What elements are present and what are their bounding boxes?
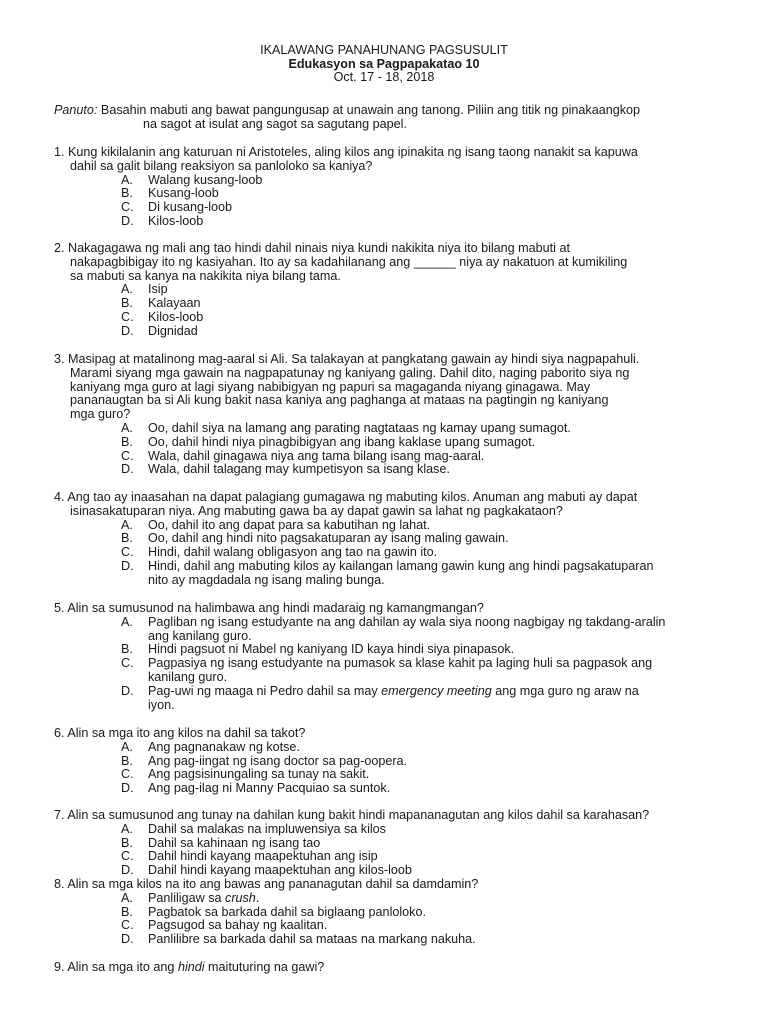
subject-title: Edukasyon sa Pagpapakatao 10 (288, 56, 480, 71)
question-text-cont: mga guro? (70, 407, 131, 422)
option-c: C. Kilos-loob (121, 309, 204, 324)
option-b: B. Ang pag-iingat ng isang doctor sa pag-oopera. (121, 753, 408, 768)
question-text: Alin sa mga kilos na ito ang bawas ang pananagutan dahil sa damdamin? (67, 877, 479, 891)
option-d: D. Dahil hindi kayang maapektuhan ang kilos-loob (121, 863, 412, 878)
question-number: 7. (54, 808, 65, 822)
instructions (54, 104, 744, 132)
question-text-cont: Marami siyang mga gawain na nagpapatunay ng kaniyang galing. Dahil dito, naging paborito siya ng (70, 365, 630, 380)
question-text-cont: nakapagbibigay ito ng kasiyahan. Ito ay sa kadahilanang ang ______ niya ay nakatuon at kumikiling (70, 254, 628, 269)
option-a: A. Panliligaw sa crush. (121, 890, 260, 905)
question-number: 2. (54, 241, 65, 255)
option-b: B. Dahil sa kahinaan ng isang tao (121, 835, 321, 850)
option-a: A. Isip (121, 282, 168, 297)
option-d: D. Kilos-loob (121, 213, 204, 228)
question-8 (54, 878, 754, 947)
question-number: 9. (54, 960, 65, 974)
question-6 (54, 727, 754, 796)
question-number: 5. (54, 601, 65, 615)
option-d: D. Panlilibre sa barkada dahil sa mataas na markang nakuha. (121, 932, 476, 947)
exam-title: IKALAWANG PANAHUNANG PAGSUSULIT (260, 43, 508, 57)
question-text: Alin sa mga ito ang hindi maituturing na gawi? (67, 960, 325, 974)
option-b: B. Oo, dahil ang hindi nito pagsakatuparan ay isang maling gawain. (121, 531, 509, 546)
question-3 (54, 353, 754, 477)
option-a: A. Ang pagnanakaw ng kotse. (121, 739, 300, 754)
question-text: Masipag at matalinong mag-aaral si Ali. Sa talakayan at pangkatang gawain ay hindi siya nagpapahuli. (68, 352, 640, 366)
option-a: A. Oo, dahil ito ang dapat para sa kabutihan ng lahat. (121, 517, 431, 532)
question-text: Alin sa mga ito ang kilos na dahil sa takot? (67, 726, 306, 740)
question-number: 8. (54, 877, 65, 891)
question-text: Nakagagawa ng mali ang tao hindi dahil ninais niya kundi nakikita niya ito bilang mabuti at (68, 241, 570, 255)
question-text: Alin sa sumusunod ang tunay na dahilan kung bakit hindi mapananagutan ang kilos dahil sa karahasan? (67, 808, 650, 822)
question-7 (54, 809, 754, 878)
option-b: B. Hindi pagsuot ni Mabel ng kaniyang ID kaya hindi siya pinapasok. (121, 642, 515, 657)
option-c: C. Pagsugod sa bahay ng kaalitan. (121, 918, 328, 933)
option-a: A. Pagliban ng isang estudyante na ang dahilan ay wala siya noong nagbigay ng takdang-aralin ang kanilang guro. (121, 614, 666, 643)
option-c: C. Di kusang-loob (121, 200, 233, 215)
question-2 (54, 242, 754, 339)
option-b: B. Pagbatok sa barkada dahil sa biglaang panloloko. (121, 904, 426, 919)
option-c: C. Pagpasiya ng isang estudyante na pumasok sa klase kahit pa laging huli sa pagpasok ang kanilang guro. (121, 656, 653, 684)
option-b: B. Kusang-loob (121, 186, 219, 201)
option-d: D. Dignidad (121, 323, 198, 338)
question-number: 1. (54, 145, 65, 159)
question-text: Kung kikilalanin ang katuruan ni Aristoteles, aling kilos ang ipinakita ng isang taong nanakit sa kapuwa (68, 145, 638, 159)
question-9 (54, 961, 754, 975)
option-d: D. Ang pag-ilag ni Manny Pacquiao sa suntok. (121, 781, 391, 796)
instructions-label: Panuto: (54, 103, 98, 117)
option-c: C. Wala, dahil ginagawa niya ang tama bilang isang mag-aaral. (121, 448, 485, 463)
option-a: A. Dahil sa malakas na impluwensiya sa kilos (121, 821, 386, 836)
question-text-cont: isinasakatuparan niya. Ang mabuting gawa ba ay dapat gawin sa lahat ng pagkakataon? (70, 503, 563, 518)
question-text: Ang tao ay inaasahan na dapat palagiang gumagawa ng mabuting kilos. Anuman ang mabuti ay dapat (67, 490, 638, 504)
question-5 (54, 602, 754, 712)
instructions-line-2: na sagot at isulat ang sagot sa sagutang papel. (143, 116, 407, 131)
question-number: 4. (54, 490, 65, 504)
question-text: Alin sa sumusunod na halimbawa ang hindi madaraig ng kamangmangan? (67, 601, 484, 615)
question-number: 3. (54, 352, 65, 366)
option-c: C. Dahil hindi kayang maapektuhan ang isip (121, 849, 378, 864)
instructions-line-1: Basahin mabuti ang bawat pangungusap at unawain ang tanong. Piliin ang titik ng pinakaangkop (100, 103, 641, 117)
option-c: C. Ang pagsisinungaling sa tunay na sakit. (121, 767, 370, 782)
option-d: D. Hindi, dahil ang mabuting kilos ay kailangan lamang gawin kung ang hindi pagsakatuparan nito ay magdadala ng isang maling bunga. (121, 558, 654, 587)
option-d: D. Wala, dahil talagang may kumpetisyon sa isang klase. (121, 462, 450, 477)
question-1 (54, 146, 754, 229)
exam-date: Oct. 17 - 18, 2018 (333, 70, 435, 85)
option-b: B. Kalayaan (121, 296, 201, 311)
option-a: A. Oo, dahil siya na lamang ang parating nagtataas ng kamay upang sumagot. (121, 420, 571, 435)
question-text-cont: dahil sa galit bilang reaksiyon sa panloloko sa kaniya? (70, 158, 373, 173)
option-c: C. Hindi, dahil walang obligasyon ang tao na gawin ito. (121, 545, 438, 560)
question-text-cont: kaniyang mga guro at lagi siyang nabibigyan ng papuri sa magaganda niyang ginagawa. May (70, 379, 591, 394)
question-text-cont: pananaugtan ba si Ali kung bakit nasa kaniya ang paghanga at mataas na pagtingin ng kaniyang (70, 393, 609, 408)
option-a: A. Walang kusang-loob (121, 172, 263, 187)
question-text-cont: sa mabuti sa kanya na nakikita niya bilang tama. (70, 268, 341, 283)
option-b: B. Oo, dahil hindi niya pinagbibigyan ang ibang kaklase upang sumagot. (121, 434, 536, 449)
exam-header (0, 44, 768, 85)
question-number: 6. (54, 726, 65, 740)
option-d: D. Pag-uwi ng maaga ni Pedro dahil sa may emergency meeting ang mga guro ng araw na iyon. (121, 683, 639, 712)
question-4 (54, 491, 754, 588)
